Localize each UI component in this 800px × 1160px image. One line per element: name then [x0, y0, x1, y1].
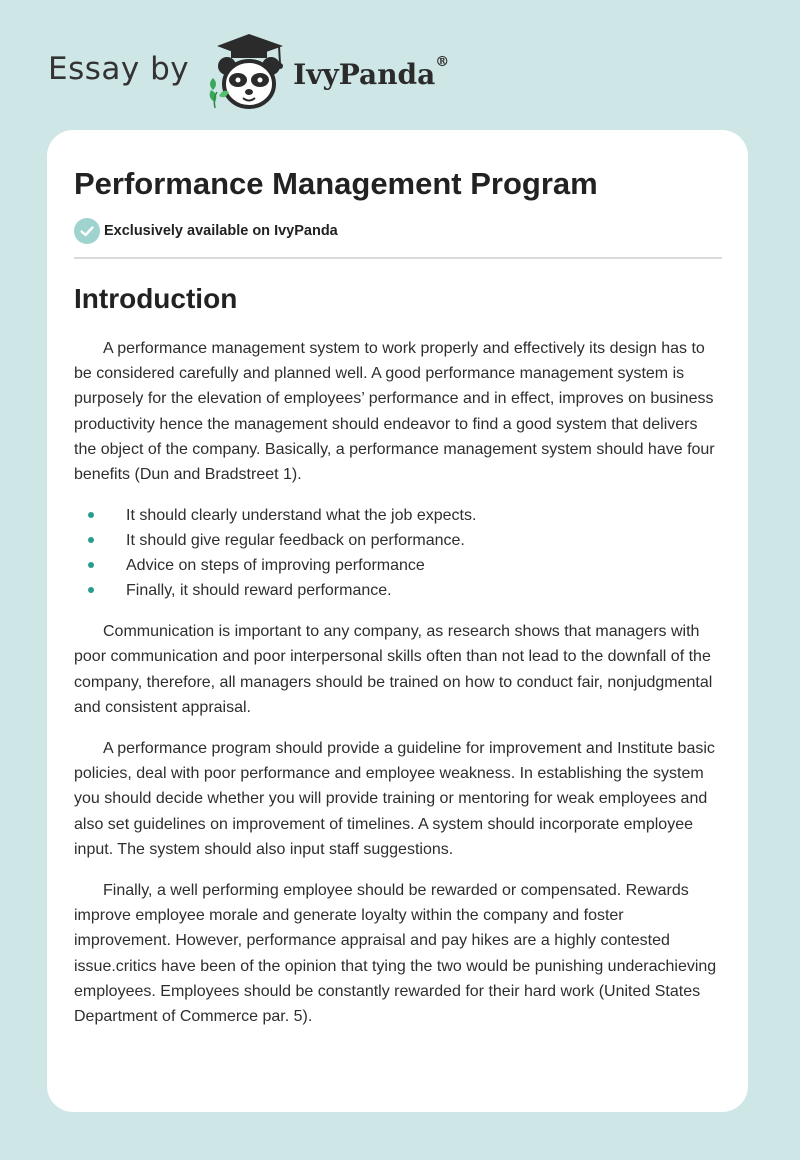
bullet-dot-icon	[88, 587, 94, 593]
brand-name	[293, 53, 450, 91]
paragraph: A performance program should provide a guideline for improvement and Institute basic policies, deal with poor performance and employee weakness. In establishing the system you should decide whether you will provide training or mentoring for weak employees and also set guidelines on improvement of timelines. A system should incorporate employee input. The system should also input staff suggestions.	[74, 740, 715, 858]
list-item	[74, 503, 722, 528]
list-item-text: It should give regular feedback on performance.	[126, 532, 465, 550]
list-item-text: Finally, it should reward performance.	[126, 582, 392, 600]
list-item	[74, 578, 722, 603]
bullet-dot-icon	[88, 512, 94, 518]
brand-header[interactable]	[48, 32, 449, 112]
list-item-text: It should clearly understand what the job expects.	[126, 507, 477, 525]
brand-name-text: IvyPanda	[293, 57, 436, 91]
badge-text: Exclusively available on IvyPanda	[104, 223, 338, 239]
essay-card	[47, 130, 748, 1112]
paragraph: A performance management system to work properly and effectively its design has to be considered carefully and planned well. A good performance management system is purposely for the elevation of employees’ performance and in effect, improves on business productivity hence the management should endeavor to find a good system that delivers the object of the company. Basically, a performance management system should have four benefits (Dun and Bradstreet 1).	[74, 340, 715, 484]
paragraph: Communication is important to any company, as research shows that managers with poor communication and poor interpersonal skills often than not lead to the downfall of the company, therefore, all managers should be trained on how to conduct fair, nonjudgmental and consistent appraisal.	[74, 623, 713, 716]
list-item-text: Advice on steps of improving performance	[126, 557, 425, 575]
divider	[74, 257, 722, 259]
list-item	[74, 528, 722, 553]
exclusive-badge	[74, 218, 722, 244]
essay-title: Performance Management Program	[74, 166, 598, 201]
paragraph: Finally, a well performing employee should be rewarded or compensated. Rewards improve employee morale and generate loyalty within the company and foster improvement. However, performance appraisal and pay hikes are a highly contested issue.critics have been of the opinion that tying the two would be punishing underachieving employees. Employees should be constantly rewarded for their hard work (United States Department of Commerce par. 5).	[74, 882, 717, 1026]
bullet-dot-icon	[88, 537, 94, 543]
panda-graduate-logo-icon	[203, 32, 291, 112]
section-heading: Introduction	[74, 283, 238, 314]
checkmark-circle-icon	[74, 218, 100, 244]
registered-mark: ®	[435, 53, 450, 70]
bullet-dot-icon	[88, 562, 94, 568]
brand-prefix: Essay by	[48, 51, 190, 87]
benefits-list	[74, 503, 722, 603]
list-item	[74, 553, 722, 578]
